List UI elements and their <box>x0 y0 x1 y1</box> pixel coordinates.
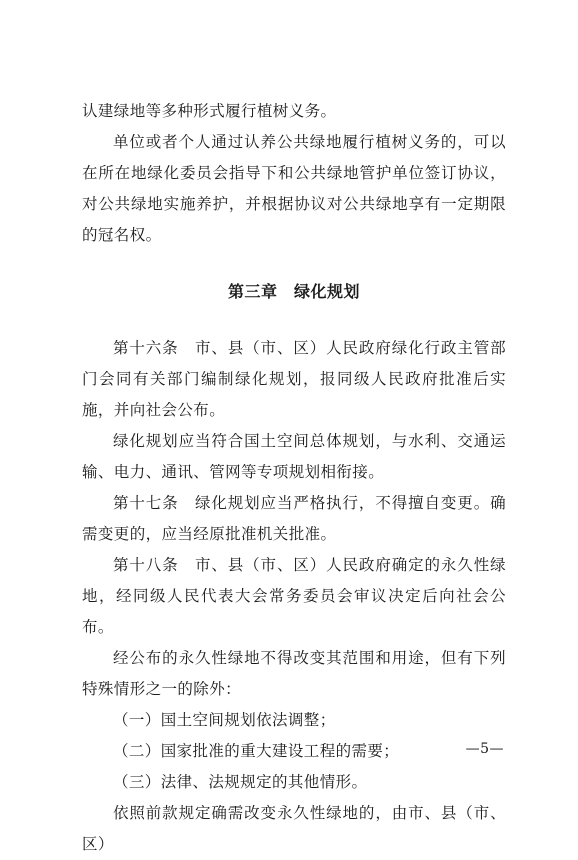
spacer <box>82 251 506 261</box>
list-item-2: （二）国家批准的重大建设工程的需要； <box>113 742 400 760</box>
list-item-3: （三）法律、法规规定的其他情形。 <box>113 773 368 791</box>
list-item-1: （一）国土空间规划依法调整； <box>113 711 336 729</box>
chapter-title: 第三章 绿化规划 <box>227 282 360 301</box>
article-16: 第十六条 市、县（市、区）人民政府绿化行政主管部门会同有关部门编制绿化规划，报同级人民政府批准后实施，并向社会公布。 <box>82 339 506 419</box>
article-18: 第十八条 市、县（市、区）人民政府确定的永久性绿地，经同级人民代表大会常务委员会审议决定后向社会公布。 <box>82 556 506 636</box>
article-18-clause-2: 经公布的永久性绿地不得改变其范围和用途，但有下列特殊情形之一的除外： <box>82 649 506 698</box>
article-17: 第十七条 绿化规划应当严格执行，不得擅自变更。确需变更的，应当经原批准机关批准。 <box>82 494 506 543</box>
spacer <box>82 323 506 333</box>
document-body <box>82 96 506 860</box>
article-16-clause-2: 绿化规划应当符合国土空间总体规划，与水利、交通运输、电力、通讯、管网等专项规划相衔接。 <box>82 432 506 481</box>
page-number: —5— <box>465 741 504 757</box>
article-18-clause-3: 依照前款规定确需改变永久性绿地的，由市、县（市、区） <box>82 804 506 853</box>
paragraph-continuation: 认建绿地等多种形式履行植树义务。 <box>82 102 337 120</box>
paragraph-adoption: 单位或者个人通过认养公共绿地履行植树义务的，可以在所在地绿化委员会指导下和公共绿地管护单位签订协议，对公共绿地实施养护，并根据协议对公共绿地享有一定期限的冠名权。 <box>82 133 506 244</box>
